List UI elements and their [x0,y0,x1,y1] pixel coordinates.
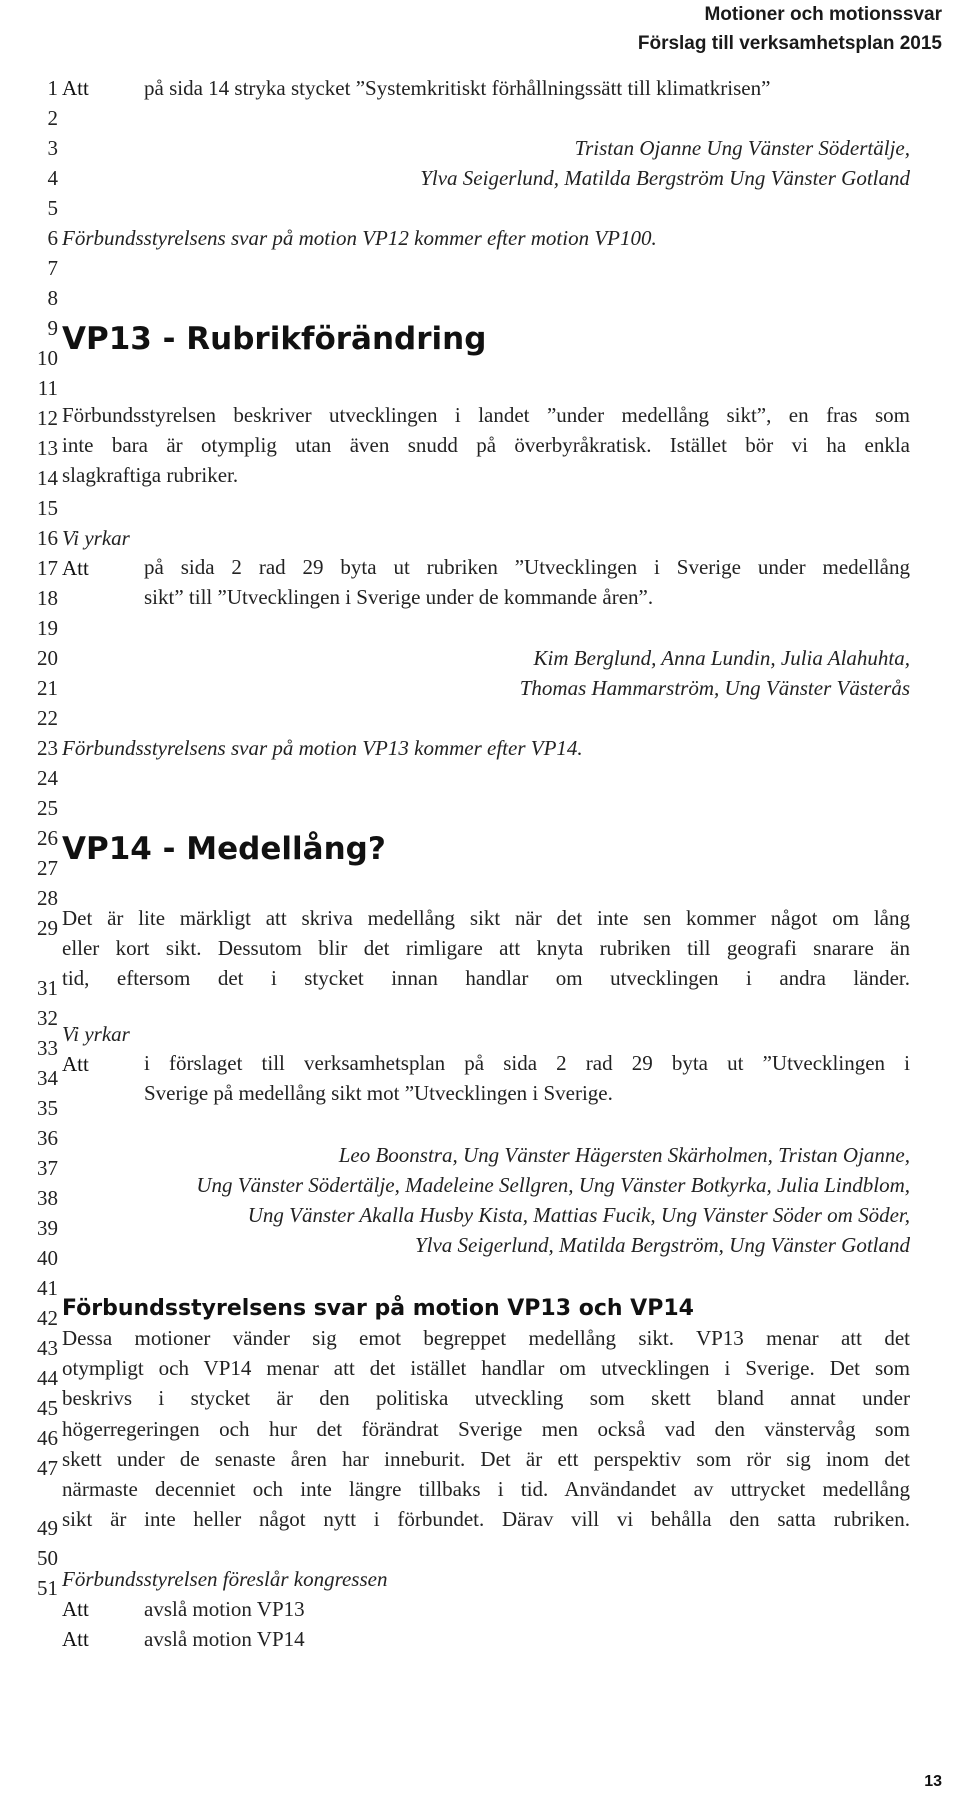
att-label: Att [62,556,89,580]
signature-line: Ylva Seigerlund, Matilda Bergström Ung Vänster Gotland [420,166,910,190]
line-number: 4 [47,166,58,190]
att-line: Sverige på medellång sikt mot ”Utvecklingen i Sverige. [144,1081,613,1106]
answer-body [62,1323,910,1534]
signature-line: Ylva Seigerlund, Matilda Bergström, Ung Vänster Gotland [414,1233,910,1257]
body-line: tid, eftersom det i stycket innan handlar om utvecklingen i andra länder. [62,966,910,991]
line-number: 6 [47,226,58,250]
body-line: närmaste decenniet och inte längre tillbaks i tid. Användandet av uttrycket medellång [62,1477,910,1502]
answer-heading: Förbundsstyrelsens svar på motion VP13 och VP14 [62,1296,694,1321]
att-label: Att [62,1627,89,1651]
line-number: 5 [47,196,58,220]
line-number: 51 [37,1576,58,1600]
body-line: eller kort sikt. Dessutom blir det rimligare att knyta rubriken till geografi snarare än [62,936,910,961]
line-number: 37 [37,1156,58,1180]
body-line: beskrivs i stycket är den politiska utveckling som skett bland annat under [62,1386,910,1411]
line-number: 26 [37,826,58,850]
line-number: 45 [37,1396,58,1420]
line-number: 21 [37,676,58,700]
line-number: 11 [37,376,58,400]
body-line: Förbundsstyrelsen beskriver utvecklingen i landet ”under medellång sikt”, en fras som [62,403,910,427]
proposal-intro: Förbundsstyrelsen föreslår kongressen [62,1567,388,1591]
header-subtitle: Förslag till verksamhetsplan 2015 [637,33,942,54]
signature-line: Tristan Ojanne Ung Vänster Södertälje, [574,136,910,160]
line-number: 47 [37,1456,58,1480]
body-line: Dessa motioner vänder sig emot begreppet medellång sikt. VP13 menar att det [62,1326,910,1350]
line-number: 50 [37,1546,58,1570]
att-label: Att [62,1052,89,1076]
line-number: 39 [37,1216,58,1240]
line-number: 1 [47,76,58,100]
att-text [144,1048,910,1108]
line-number: 23 [37,736,58,760]
line-number: 27 [37,856,58,880]
vi-yrkar-label: Vi yrkar [62,526,130,550]
line-number: 22 [37,706,58,730]
line-number: 42 [37,1306,58,1330]
motion-heading-vp14: VP14 - Medellång? [62,831,386,867]
line-number: 28 [37,886,58,910]
body-line: slagkraftiga rubriker. [62,463,239,488]
signature-line: Ung Vänster Akalla Husby Kista, Mattias Fucik, Ung Vänster Söder om Söder, [247,1203,910,1227]
att-line: på sida 2 rad 29 byta ut rubriken ”Utvecklingen i Sverige under medellång [144,555,910,579]
line-number: 33 [37,1036,58,1060]
line-number: 17 [37,556,58,580]
line-number: 38 [37,1186,58,1210]
line-number: 40 [37,1246,58,1270]
line-number: 10 [37,346,58,370]
line-number: 34 [37,1066,58,1090]
body-line: sikt är inte heller något nytt i förbundet. Därav vill vi behålla den satta rubriken. [62,1507,910,1532]
line-number: 31 [37,976,58,1000]
body-line: skett under de senaste åren har inneburit. Det är ett perspektiv som rör sig inom det [62,1446,910,1471]
att-label: Att [62,1597,89,1621]
body-line: inte bara är otymplig utan även snudd på överbyråkratisk. Istället bör vi ha enkla [62,433,910,458]
line-number: 25 [37,796,58,820]
signature-line: Thomas Hammarström, Ung Vänster Västerås [519,676,910,700]
line-number: 14 [37,466,58,490]
line-number: 46 [37,1426,58,1450]
line-number: 24 [37,766,58,790]
answer-reference: Förbundsstyrelsens svar på motion VP12 kommer efter motion VP100. [62,226,657,250]
header-title: Motioner och motionssvar [704,4,942,25]
att-line: i förslaget till verksamhetsplan på sida 2 rad 29 byta ut ”Utvecklingen i [144,1051,910,1075]
signature-line: Kim Berglund, Anna Lundin, Julia Alahuhta, [533,646,910,670]
body-line: högerregeringen och hur det förändrat Sverige men också vad den vänstervåg som [62,1416,910,1441]
line-number: 49 [37,1516,58,1540]
line-number: 7 [47,256,58,280]
signature-line: Ung Vänster Södertälje, Madeleine Sellgren, Ung Vänster Botkyrka, Julia Lindblom, [196,1173,910,1197]
line-number: 35 [37,1096,58,1120]
att-text [144,552,910,612]
line-number: 3 [47,136,58,160]
line-number: 20 [37,646,58,670]
line-number: 18 [37,586,58,610]
proposal-text: avslå motion VP14 [144,1627,305,1651]
line-number: 8 [47,286,58,310]
page-header [638,0,942,58]
motion-heading-vp13: VP13 - Rubrikförändring [62,321,487,357]
body-line: otympligt och VP14 menar att det istället handlar om utvecklingen i Sverige. Det som [62,1356,910,1381]
line-number: 19 [37,616,58,640]
line-number: 15 [37,496,58,520]
motion-body-vp13 [62,400,910,491]
line-number: 36 [37,1126,58,1150]
motion-body-vp14 [62,903,910,994]
line-number: 41 [37,1276,58,1300]
line-number: 32 [37,1006,58,1030]
line-number: 13 [37,436,58,460]
line-number: 29 [37,916,58,940]
att-text: på sida 14 stryka stycket ”Systemkritiskt förhållningssätt till klimatkrisen” [144,76,771,100]
line-number: 16 [37,526,58,550]
body-line: Det är lite märkligt att skriva medellång sikt när det inte sen kommer något om lång [62,906,910,930]
line-number: 9 [47,316,58,340]
line-number: 2 [47,106,58,130]
vi-yrkar-label: Vi yrkar [62,1022,130,1046]
page-number: 13 [924,1773,942,1790]
answer-reference: Förbundsstyrelsens svar på motion VP13 kommer efter VP14. [62,736,583,760]
line-number: 44 [37,1366,58,1390]
line-number: 12 [37,406,58,430]
line-number: 43 [37,1336,58,1360]
att-line: sikt” till ”Utvecklingen i Sverige under de kommande åren”. [144,585,654,610]
signature-line: Leo Boonstra, Ung Vänster Hägersten Skärholmen, Tristan Ojanne, [338,1143,910,1167]
att-label: Att [62,76,89,100]
proposal-text: avslå motion VP13 [144,1597,305,1621]
